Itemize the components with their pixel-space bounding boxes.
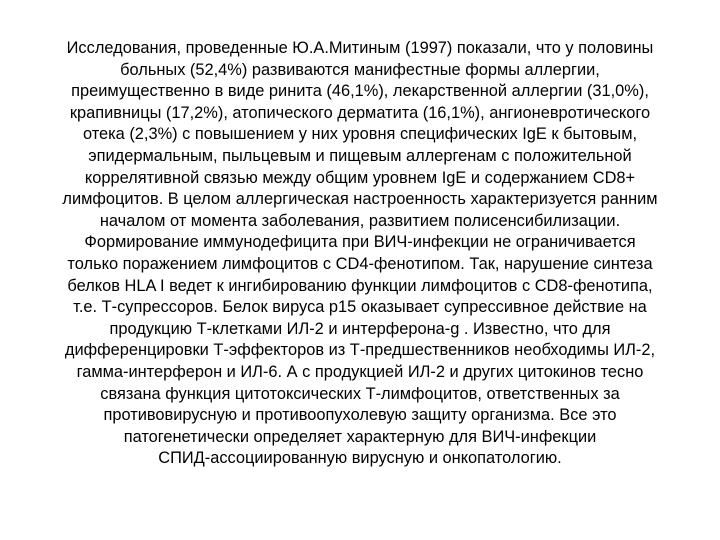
text-line: гамма-интерферон и ИЛ-6. А с продукцией ИЛ-2 и других цитокинов тесно [76, 362, 644, 381]
text-line: преимущественно в виде ринита (46,1%), лекарственной аллергии (31,0%), [71, 82, 649, 101]
text-line: Исследования, проведенные Ю.А.Митиным (1997) показали, что у половины [66, 39, 654, 57]
text-line: лимфоцитов. В целом аллергическая настроенность характеризуется ранним [62, 190, 658, 209]
text-line: больных (52,4%) развиваются манифестные формы аллергии, [120, 60, 600, 79]
text-line: крапивницы (17,2%), атопического дерматита (16,1%), ангионевротического [69, 103, 651, 122]
text-line: т.е. Т-супрессоров. Белок вируса p15 оказывает супрессивное действие на [73, 298, 647, 317]
text-line: только поражением лимфоцитов с CD4-фенотипом. Так, нарушение синтеза [67, 254, 653, 273]
text-line: противовирусную и противоопухолевую защиту организма. Все это [103, 406, 617, 425]
text-line: белков HLA I ведет к ингибированию функции лимфоцитов с CD8-фенотипа, [67, 276, 653, 295]
text-line: эпидермальным, пыльцевым и пищевым аллергенам с положительной [88, 146, 632, 165]
text-line: отека (2,3%) с повышением у них уровня специфических IgE к бытовым, [82, 125, 638, 144]
text-line: Формирование иммунодефицита при ВИЧ-инфекции не ограничивается [84, 233, 636, 252]
body-paragraph [20, 38, 700, 470]
text-line: патогенетически определяет характерную для ВИЧ-инфекции [123, 427, 597, 446]
text-line: началом от момента заболевания, развитием полисенсибилизации. [99, 211, 621, 230]
text-line: связана функция цитотоксических Т-лимфоцитов, ответственных за [100, 384, 620, 403]
text-line: дифференцировки Т-эффекторов из Т-предшественников необходимы ИЛ-2, [64, 341, 656, 360]
text-line: продукцию Т-клетками ИЛ-2 и интерферона-g . Известно, что для [109, 319, 611, 338]
text-line: СПИД-ассоциированную вирусную и онкопатологию. [158, 449, 562, 468]
text-line: коррелятивной связью между общим уровнем IgE и содержанием CD8+ [84, 168, 636, 187]
